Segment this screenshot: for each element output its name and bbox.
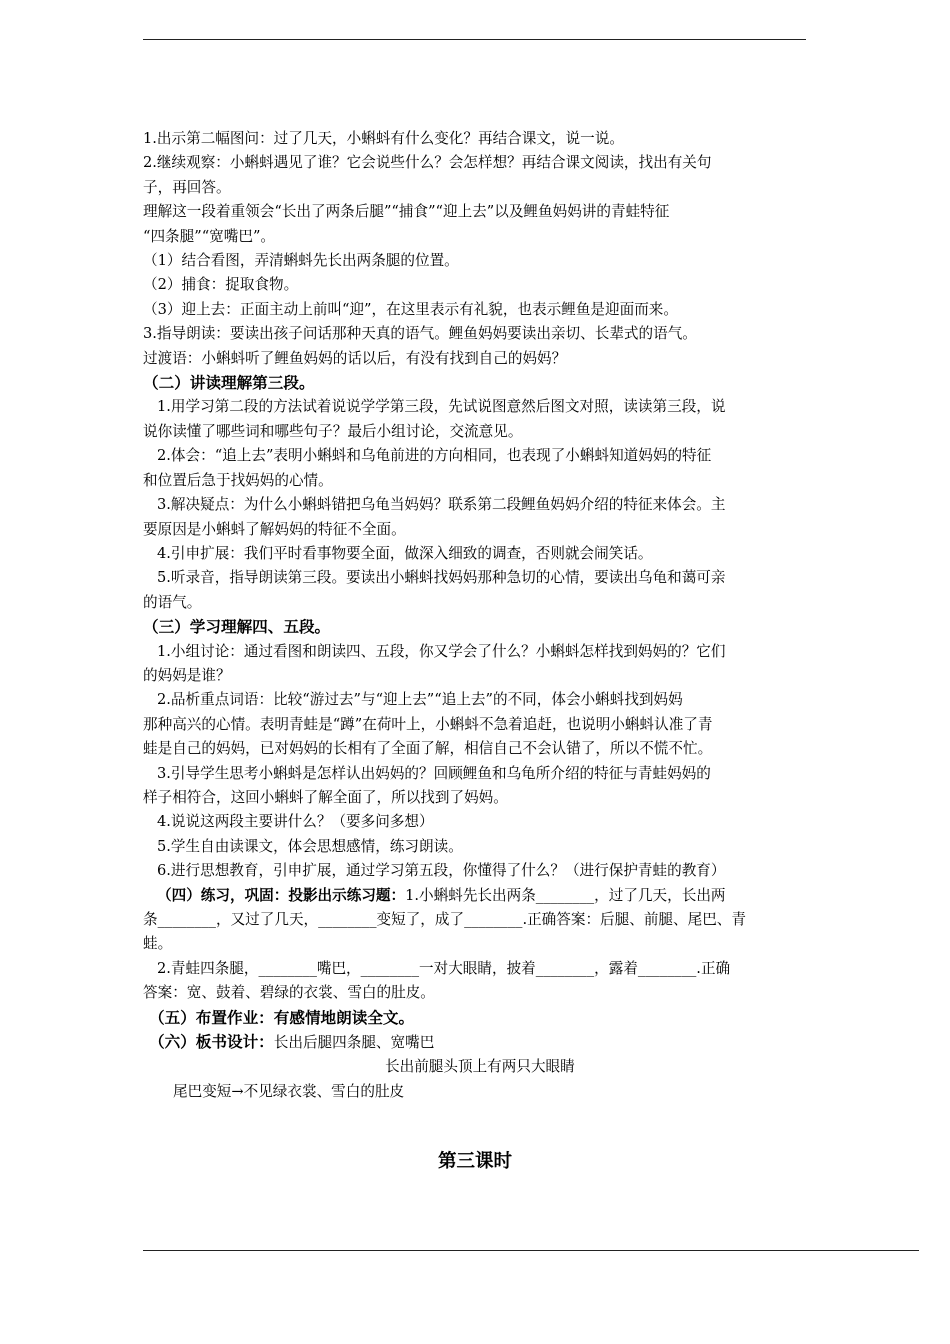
paragraph-line: 1.用学习第二段的方法试着说说学学第三段，先试说图意然后图文对照，读读第三段，说 (157, 398, 726, 416)
paragraph-line: 说你读懂了哪些词和哪些句子？最后小组讨论，交流意见。 (143, 422, 523, 440)
paragraph-line: 要原因是小蝌蚪了解妈妈的特征不全面。 (143, 520, 406, 538)
paragraph-line: 的妈妈是谁？ (143, 666, 231, 684)
paragraph-line: 那种高兴的心情。表明青蛙是“蹲”在荷叶上，小蝌蚪不急着追赶，也说明小蝌蚪认准了青 (143, 715, 713, 733)
exercise-line (143, 884, 807, 908)
paragraph-line: （2）捕食：捉取食物。 (143, 276, 299, 294)
paragraph-line: 5.学生自由读课文，体会思想感情，练习朗读。 (157, 837, 463, 855)
document-body (143, 127, 807, 1104)
paragraph-line: 的语气。 (143, 593, 202, 611)
paragraph-line: 3.指导朗读：要读出孩子问话那种天真的语气。鲤鱼妈妈要读出亲切、长辈式的语气。 (143, 325, 697, 343)
paragraph-line: 2.品析重点词语：比较“游过去”与“迎上去”“追上去”的不同，体会小蝌蚪找到妈妈 (157, 691, 683, 709)
header-rule (143, 39, 806, 40)
paragraph-line: 4.说说这两段主要讲什么？（要多问多想） (157, 813, 434, 831)
board-line: 尾巴变短→不见绿衣裳、雪白的肚皮 (173, 1082, 405, 1100)
paragraph-line: 5.听录音，指导朗读第三段。要读出小蝌蚪找妈妈那种急切的心情，要读出乌龟和蔼可亲 (157, 569, 726, 587)
exercise-text: 1.小蝌蚪先长出两条________，过了几天，长出两 (405, 886, 726, 904)
paragraph-line: 理解这一段着重领会“长出了两条后腿”“捕食”“迎上去”以及鲤鱼妈妈讲的青蛙特征 (143, 203, 670, 221)
paragraph-line: 条________，又过了几天，________变短了，成了________.正确答案：后腿、前腿、尾巴、青 (143, 911, 746, 928)
board-text: 长出后腿四条腿、宽嘴巴 (273, 1034, 435, 1052)
paragraph-line: 6.进行思想教育，引申扩展，通过学习第五段，你懂得了什么？（进行保护青蛙的教育） (157, 862, 726, 880)
paragraph-line: 3.引导学生思考小蝌蚪是怎样认出妈妈的？回顾鲤鱼和乌龟所介绍的特征与青蛙妈妈的 (157, 764, 711, 782)
paragraph-line: “四条腿”“宽嘴巴”。 (143, 227, 275, 245)
paragraph-line: 2.青蛙四条腿，________嘴巴，________一对大眼睛，披着________，露着________.正确 (157, 959, 731, 977)
section-heading: （二）讲读理解第三段。 (143, 373, 315, 393)
section-heading: （三）学习理解四、五段。 (143, 617, 331, 637)
paragraph-line: 样子相符合，这回小蝌蚪了解全面了，所以找到了妈妈。 (143, 788, 508, 806)
board-line (143, 1030, 807, 1055)
paragraph-line: （1）结合看图，弄清蝌蚪先长出两条腿的位置。 (143, 252, 459, 270)
lesson-title: 第三课时 (437, 1151, 512, 1172)
section-heading: （五）布置作业：有感情地朗读全文。 (149, 1007, 415, 1027)
paragraph-line: 2.继续观察：小蝌蚪遇见了谁？它会说些什么？会怎样想？再结合课文阅读，找出有关句 (143, 154, 712, 172)
section-heading: （四）练习，巩固：投影出示练习题： (157, 886, 406, 904)
paragraph-line: （3）迎上去：正面主动上前叫“迎”，在这里表示有礼貌，也表示鲤鱼是迎面而来。 (143, 300, 678, 318)
footer-rule (143, 1250, 919, 1251)
paragraph-line: 答案：宽、鼓着、碧绿的衣裳、雪白的肚皮。 (143, 984, 435, 1002)
paragraph-line: 2.体会：“追上去”表明小蝌蚪和乌龟前进的方向相同，也表现了小蝌蚪知道妈妈的特征 (157, 447, 712, 465)
section-heading: （六）板书设计： (149, 1032, 274, 1052)
paragraph-line: 1.出示第二幅图问：过了几天，小蝌蚪有什么变化？再结合课文，说一说。 (143, 130, 624, 147)
paragraph-line: 1.小组讨论：通过看图和朗读四、五段，你又学会了什么？小蝌蚪怎样找到妈妈的？它们 (157, 642, 726, 660)
paragraph-line: 4.引申扩展：我们平时看事物要全面，做深入细致的调查，否则就会闹笑话。 (157, 544, 653, 562)
paragraph-line: 蛙是自己的妈妈，已对妈妈的长相有了全面了解，相信自己不会认错了，所以不慌不忙。 (143, 740, 713, 758)
paragraph-line: 和位置后急于找妈妈的心情。 (143, 471, 333, 489)
paragraph-line: 蛙。 (143, 935, 173, 953)
paragraph-line: 过渡语：小蝌蚪听了鲤鱼妈妈的话以后，有没有找到自己的妈妈？ (143, 349, 567, 367)
board-line: 长出前腿头顶上有两只大眼睛 (385, 1058, 575, 1076)
paragraph-line: 子，再回答。 (143, 178, 231, 196)
paragraph-line: 3.解决疑点：为什么小蝌蚪错把乌龟当妈妈？联系第二段鲤鱼妈妈介绍的特征来体会。主 (157, 496, 726, 514)
